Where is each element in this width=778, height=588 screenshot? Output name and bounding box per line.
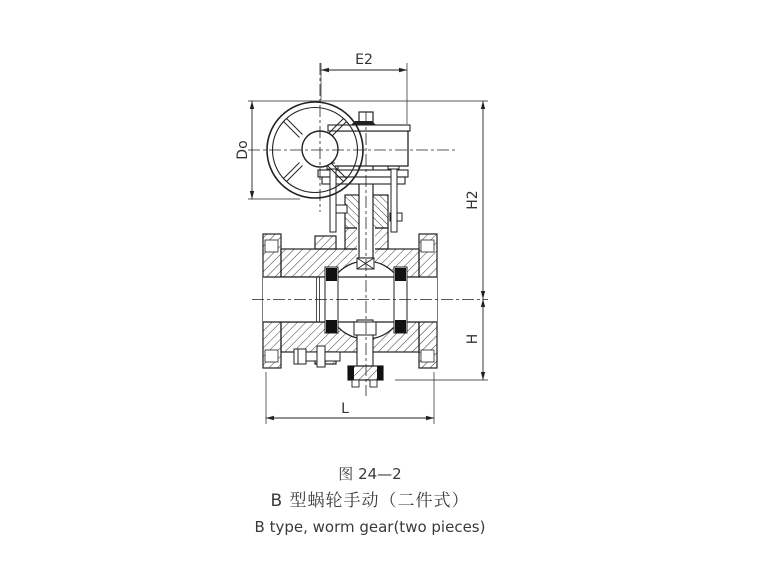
figure-title-zh: B 型蜗轮手动（二件式） (270, 491, 470, 511)
worm-gearbox (335, 131, 408, 166)
dimension-h2 (465, 101, 485, 299)
dimension-h (465, 299, 485, 380)
dimension-label-e2: E2 (355, 52, 373, 68)
figure-caption (255, 465, 486, 536)
dimension-label-h2: H2 (465, 190, 481, 210)
dimension-label-do: Do (235, 140, 251, 160)
body-joint-flange (315, 236, 336, 249)
figure-title-en: B type, worm gear(two pieces) (254, 518, 486, 536)
figure-number: 图 24—2 (338, 465, 402, 483)
dimension-label-l: L (341, 401, 349, 417)
dimension-e2 (321, 52, 407, 72)
dimension-l (266, 401, 434, 420)
dimension-label-h: H (465, 333, 481, 345)
stem-key-block (357, 258, 374, 269)
